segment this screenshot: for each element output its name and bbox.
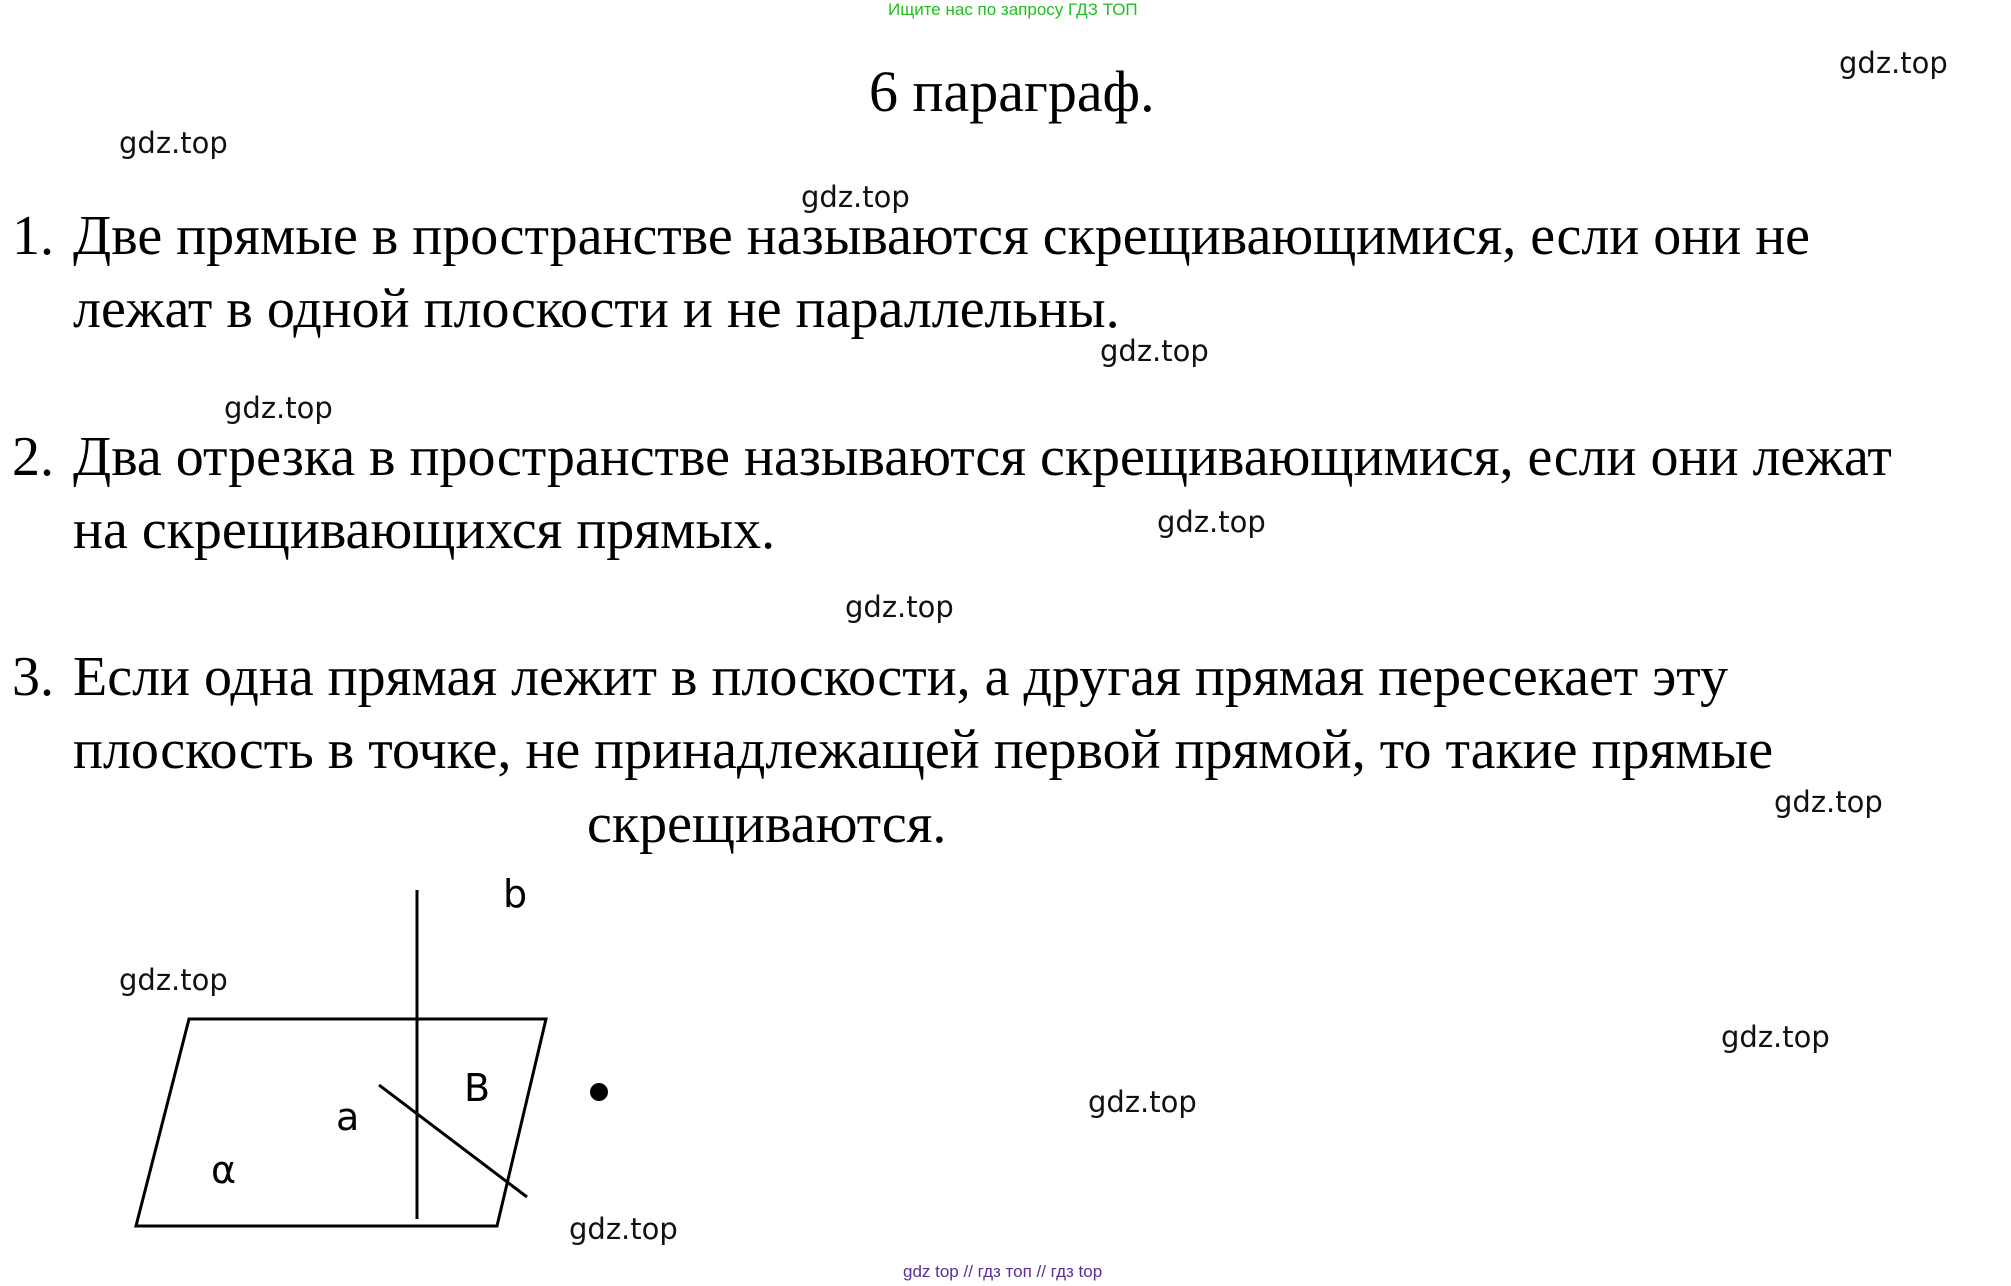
- watermark: gdz.top: [1157, 505, 1266, 539]
- watermark: gdz.top: [569, 1212, 678, 1246]
- footer-links[interactable]: gdz top // гдз топ // гдз top: [903, 1262, 1103, 1281]
- watermark: gdz.top: [845, 590, 954, 624]
- label-alpha: α: [211, 1148, 237, 1192]
- top-banner[interactable]: Ищите нас по запросу ГДЗ ТОП: [888, 0, 1138, 19]
- watermark: gdz.top: [1721, 1020, 1830, 1054]
- watermark: gdz.top: [1774, 785, 1883, 819]
- label-b: b: [503, 872, 528, 916]
- line-a: [379, 1085, 527, 1197]
- item-number-2: 2.: [12, 426, 54, 488]
- item-number-1: 1.: [12, 205, 54, 267]
- watermark: gdz.top: [119, 126, 228, 160]
- watermark: gdz.top: [224, 391, 333, 425]
- label-B: B: [464, 1066, 491, 1110]
- item-3-line-2: плоскость в точке, не принадлежащей первой прямой, то такие прямые: [73, 719, 1774, 781]
- item-2-line-1: Два отрезка в пространстве называются скрещивающимися, если они лежат: [73, 426, 1892, 488]
- watermark: gdz.top: [1088, 1085, 1197, 1119]
- item-3-line-3: скрещиваются.: [587, 793, 947, 855]
- item-3-line-1: Если одна прямая лежит в плоскости, а другая прямая пересекает эту: [73, 646, 1729, 708]
- watermark: gdz.top: [119, 963, 228, 997]
- point-dot: [590, 1083, 608, 1101]
- item-1-line-1: Две прямые в пространстве называются скрещивающимися, если они не: [73, 205, 1811, 267]
- item-2-line-2: на скрещивающихся прямых.: [73, 499, 776, 561]
- watermark: gdz.top: [1100, 334, 1209, 368]
- watermark: gdz.top: [1839, 46, 1948, 80]
- item-1-line-2: лежат в одной плоскости и не параллельны.: [73, 278, 1120, 340]
- page-title: 6 параграф.: [869, 59, 1155, 124]
- label-a: a: [336, 1095, 360, 1139]
- item-number-3: 3.: [12, 646, 54, 708]
- watermark: gdz.top: [801, 180, 910, 214]
